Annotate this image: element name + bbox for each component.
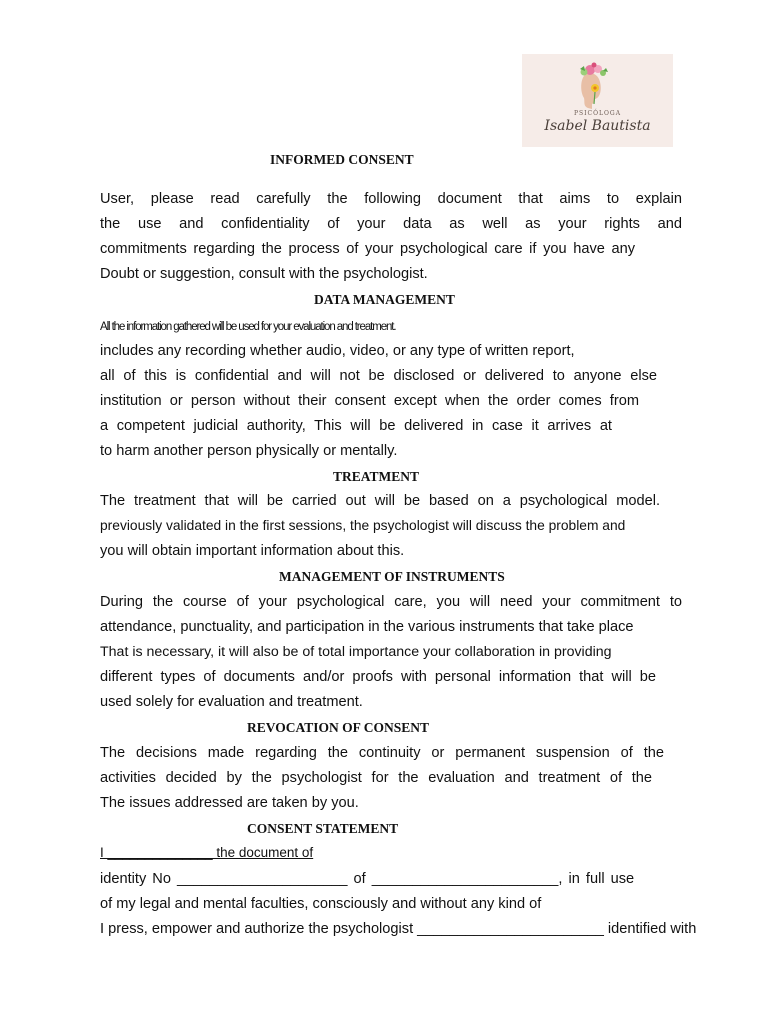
section-line: activities decided by the psychologist for the evaluation and treatment of the — [100, 770, 652, 786]
intro-line: the use and confidentiality of your data as well as your rights and — [100, 216, 682, 232]
section-line: The decisions made regarding the continuity or permanent suspension of the — [100, 745, 664, 761]
section-line: The issues addressed are taken by you. — [100, 795, 359, 811]
name-blank-line: I ______________ the document of — [100, 845, 314, 860]
intro-line: Doubt or suggestion, consult with the psychologist. — [100, 266, 428, 282]
document-title: INFORMED CONSENT — [270, 152, 414, 167]
section-line: identity No _____________________ of _______________________, in full use — [100, 871, 635, 887]
section-line: During the course of your psychological care, you will need your commitment to — [100, 594, 682, 610]
logo-name: Isabel Bautista — [544, 118, 651, 134]
section-line: of my legal and mental faculties, consciously and without any kind of — [100, 896, 542, 912]
section-line: That is necessary, it will also be of total importance your collaboration in providing — [100, 644, 612, 660]
psychologist-logo — [522, 54, 673, 147]
section-line: you will obtain important information about this. — [100, 543, 405, 559]
logo-subtitle: PSICÓLOGA — [573, 110, 622, 117]
intro-line: User, please read carefully the following document that aims to explain — [100, 191, 682, 207]
section-line: different types of documents and/or proofs with personal information that will be — [100, 669, 656, 685]
section-line: to harm another person physically or mentally. — [100, 443, 398, 459]
section-line: I press, empower and authorize the psychologist _______________________ identified with — [100, 921, 697, 937]
section-line: All the information gathered will be used for your evaluation and treatment. — [100, 321, 396, 333]
section-line: previously validated in the first sessions, the psychologist will discuss the problem and — [100, 518, 626, 533]
section-line: used solely for evaluation and treatment. — [100, 694, 363, 710]
section-line: all of this is confidential and will not be disclosed or delivered to anyone else — [100, 368, 657, 384]
section-heading-data-management: DATA MANAGEMENT — [314, 292, 455, 307]
section-line: attendance, punctuality, and participation in the various instruments that take place — [100, 619, 634, 635]
section-heading-statement: CONSENT STATEMENT — [247, 821, 399, 836]
section-heading-instruments: MANAGEMENT OF INSTRUMENTS — [279, 569, 505, 584]
section-line: includes any recording whether audio, video, or any type of written report, — [100, 343, 575, 359]
section-line: The treatment that will be carried out will be based on a psychological model. — [100, 493, 660, 509]
intro-line: commitments regarding the process of your psychological care if you have any — [100, 241, 635, 257]
section-line: institution or person without their consent except when the order comes from — [100, 393, 639, 409]
section-heading-revocation: REVOCATION OF CONSENT — [247, 720, 429, 735]
section-heading-treatment: TREATMENT — [333, 469, 420, 484]
section-line: a competent judicial authority, This will be delivered in case it arrives at — [100, 418, 612, 434]
